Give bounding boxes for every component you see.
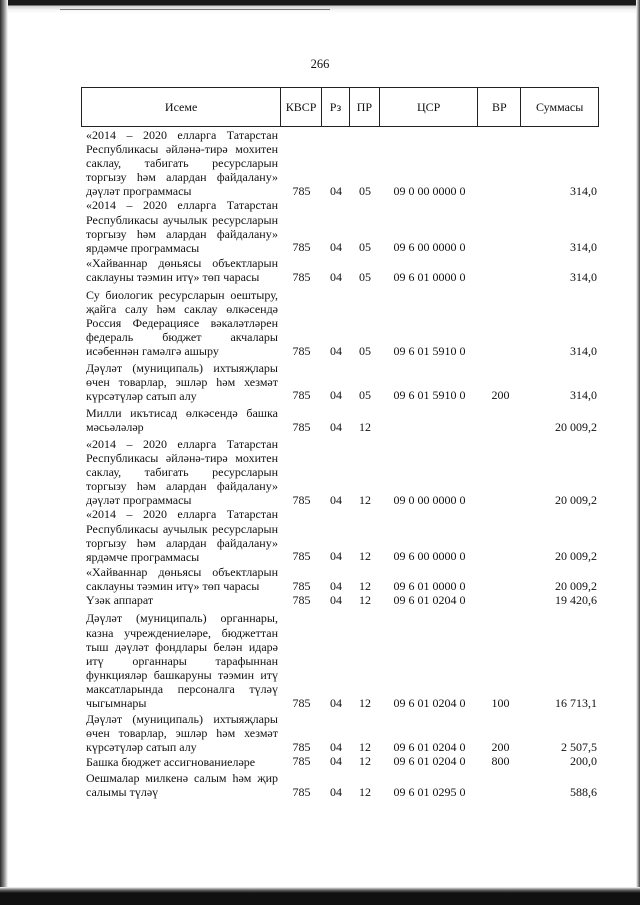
table-header xyxy=(81,87,599,127)
column-header-vr: ВР xyxy=(478,88,521,126)
row-rz: 04 xyxy=(330,240,342,255)
row-csr: 09 6 01 5910 0 xyxy=(393,344,466,359)
row-kvsr: 785 xyxy=(292,493,311,508)
row-rz: 04 xyxy=(330,549,342,564)
row-sum: 314,0 xyxy=(570,388,597,403)
row-rz: 04 xyxy=(330,419,342,434)
row-name: Башка бюджет ассигнованиеләре xyxy=(86,754,256,769)
row-csr: 09 6 01 0204 0 xyxy=(393,739,466,754)
row-csr: 09 6 01 5910 0 xyxy=(393,388,466,403)
row-sum: 16 713,1 xyxy=(555,695,597,710)
row-name: «2014 – 2020 елларга Татарстан Республикасы әйләнә-тирә мохитен саклау, табигать ресурсларын торгызу һәм алардан файдалану» дәүләт программасы xyxy=(86,128,278,199)
table-row xyxy=(81,593,599,607)
row-pr: 12 xyxy=(359,754,371,769)
row-name: «2014 – 2020 елларга Татарстан Республикасы аучылык ресурсларын торгызу һәм алардан файдалану» ярдәмче программасы xyxy=(86,507,278,564)
row-rz: 04 xyxy=(330,493,342,508)
row-kvsr: 785 xyxy=(292,784,311,799)
row-name: Дәүләт (муниципаль) ихтыяҗлары өчен товарлар, эшләр һәм хезмәт күрсәтүләр сатып алу xyxy=(86,712,278,755)
column-header-sum: Суммасы xyxy=(535,99,584,114)
row-sum: 20 009,2 xyxy=(555,549,597,564)
row-name: «Хайваннар дөньясы объектларын саклауны тәэмин итү» төп чарасы xyxy=(86,564,278,593)
column-header-csr: ЦСР xyxy=(380,88,479,126)
row-name: Милли икътисад өлкәсендә башка мәсьәләләр xyxy=(86,405,278,434)
row-csr: 09 6 01 0204 0 xyxy=(393,754,466,769)
row-csr: 09 6 01 0295 0 xyxy=(393,784,466,799)
row-sum: 2 507,5 xyxy=(561,739,597,754)
scan-top-artifact-line xyxy=(60,9,330,10)
row-kvsr: 785 xyxy=(292,754,311,769)
row-name: «2014 – 2020 елларга Татарстан Республикасы аучылык ресурсларын торгызу һәм алардан файдалану» ярдәмче программасы xyxy=(86,198,278,255)
row-sum: 20 009,2 xyxy=(555,578,597,593)
row-name: Дәүләт (муниципаль) органнары, казна учреждениеләре, бюджеттан тыш дәүләт фондлары белән идарә итү органнары тарафыннан функцияләр башкаруны тәэмин итү максатларында персоналга түләү чыгымнары xyxy=(86,611,278,710)
row-pr: 05 xyxy=(359,344,371,359)
table-row xyxy=(81,256,599,284)
row-vr: 800 xyxy=(491,754,510,769)
table-row xyxy=(81,771,599,799)
row-csr: 09 6 01 0000 0 xyxy=(393,578,466,593)
table-row xyxy=(81,437,599,507)
column-header-name: Исеме xyxy=(82,88,281,126)
row-sum: 314,0 xyxy=(570,240,597,255)
row-sum: 200,0 xyxy=(570,754,597,769)
scan-top-edge xyxy=(0,0,640,14)
row-csr: 09 6 00 0000 0 xyxy=(393,240,466,255)
row-rz: 04 xyxy=(330,784,342,799)
row-pr: 05 xyxy=(359,388,371,403)
row-pr: 12 xyxy=(359,739,371,754)
column-header-rz: Рз xyxy=(322,88,350,126)
scan-left-edge xyxy=(0,0,8,905)
scan-right-edge xyxy=(636,0,640,905)
row-rz: 04 xyxy=(330,578,342,593)
row-kvsr: 785 xyxy=(292,593,311,607)
row-name: Су биологик ресурсларын оештыру, җайга салу һәм саклау өлкәсендә Россия Федерациясе вәкаләтләрен федераль бюджет акчалары исәбеннән гамәлгә ашыру xyxy=(86,288,278,359)
row-kvsr: 785 xyxy=(292,344,311,359)
row-kvsr: 785 xyxy=(292,184,311,199)
row-csr: 09 6 01 0204 0 xyxy=(393,593,466,607)
row-rz: 04 xyxy=(330,269,342,284)
row-pr: 12 xyxy=(359,493,371,508)
row-pr: 12 xyxy=(359,695,371,710)
row-vr: 200 xyxy=(491,388,510,403)
row-rz: 04 xyxy=(330,695,342,710)
row-rz: 04 xyxy=(330,388,342,403)
row-name: Оешмалар милкенә салым һәм җир салымы түләү xyxy=(86,770,278,799)
table-row xyxy=(81,128,599,198)
table-row xyxy=(81,288,599,358)
table-row xyxy=(81,754,599,768)
scan-bottom-edge xyxy=(0,887,640,905)
row-sum: 20 009,2 xyxy=(555,419,597,434)
row-sum: 19 420,6 xyxy=(555,593,597,607)
row-pr: 05 xyxy=(359,269,371,284)
table-row xyxy=(81,198,599,254)
row-name: «2014 – 2020 елларга Татарстан Республикасы әйләнә-тирә мохитен саклау, табигать ресурсларын торгызу һәм алардан файдалану» дәүләт программасы xyxy=(86,436,278,508)
column-header-pr: ПР xyxy=(350,88,380,126)
row-csr: 09 6 00 0000 0 xyxy=(393,549,466,564)
row-kvsr: 785 xyxy=(292,240,311,255)
row-sum: 20 009,2 xyxy=(555,493,597,508)
row-rz: 04 xyxy=(330,593,342,607)
row-sum: 314,0 xyxy=(570,184,597,199)
row-csr: 09 6 01 0000 0 xyxy=(393,269,466,284)
table-row xyxy=(81,611,599,710)
row-csr: 09 0 00 0000 0 xyxy=(393,184,466,199)
row-csr: 09 0 00 0000 0 xyxy=(393,493,466,508)
row-kvsr: 785 xyxy=(292,578,311,593)
row-pr: 12 xyxy=(359,419,371,434)
row-kvsr: 785 xyxy=(292,739,311,754)
row-name: Үзәк аппарат xyxy=(86,593,154,608)
row-vr: 200 xyxy=(491,739,510,754)
row-csr: 09 6 01 0204 0 xyxy=(393,695,466,710)
row-rz: 04 xyxy=(330,739,342,754)
row-rz: 04 xyxy=(330,344,342,359)
row-pr: 12 xyxy=(359,593,371,607)
row-sum: 314,0 xyxy=(570,269,597,284)
row-pr: 05 xyxy=(359,184,371,199)
row-vr: 100 xyxy=(491,695,510,710)
row-name: «Хайваннар дөньясы объектларын саклауны тәэмин итү» төп чарасы xyxy=(86,255,278,284)
column-header-kvsr: КВСР xyxy=(281,88,322,126)
row-kvsr: 785 xyxy=(292,419,311,434)
table-row xyxy=(81,361,599,403)
table-body xyxy=(81,128,599,799)
table-row xyxy=(81,565,599,593)
row-pr: 12 xyxy=(359,784,371,799)
row-name: Дәүләт (муниципаль) ихтыяҗлары өчен товарлар, эшләр һәм хезмәт күрсәтүләр сатып алу xyxy=(86,360,278,403)
row-pr: 12 xyxy=(359,578,371,593)
table-row xyxy=(81,507,599,563)
table-row xyxy=(81,712,599,754)
row-kvsr: 785 xyxy=(292,269,311,284)
row-rz: 04 xyxy=(330,184,342,199)
row-kvsr: 785 xyxy=(292,388,311,403)
row-pr: 05 xyxy=(359,240,371,255)
row-pr: 12 xyxy=(359,549,371,564)
page-number: 266 xyxy=(310,57,330,71)
table-row xyxy=(81,406,599,434)
row-rz: 04 xyxy=(330,754,342,769)
row-kvsr: 785 xyxy=(292,549,311,564)
row-sum: 588,6 xyxy=(570,784,597,799)
row-kvsr: 785 xyxy=(292,695,311,710)
row-sum: 314,0 xyxy=(570,344,597,359)
